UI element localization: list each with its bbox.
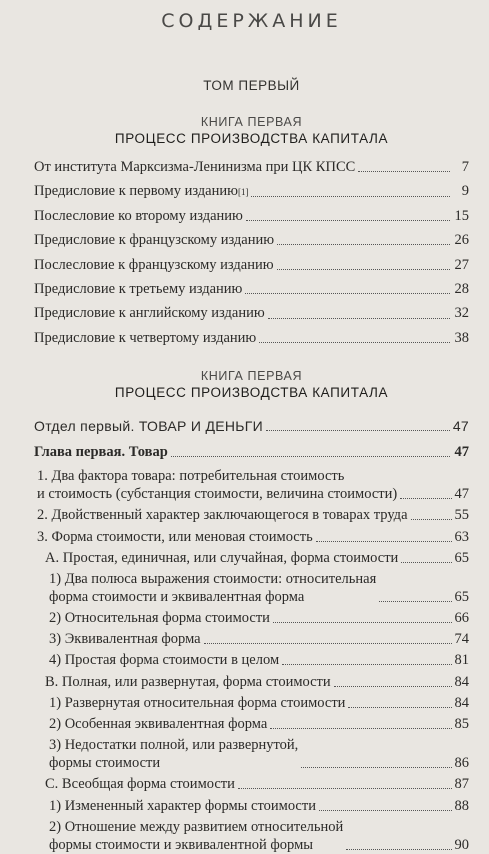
book-label: КНИГА ПЕРВАЯ: [200, 369, 303, 384]
toc-entry[interactable]: [34, 818, 469, 854]
entry-text: [37, 528, 313, 546]
dot-leader: [358, 170, 450, 172]
entry-text: [49, 715, 267, 733]
entry-page: 81: [454, 652, 469, 669]
entry-text: Глава первая. Товар: [34, 444, 168, 461]
entry-page: 7: [461, 159, 469, 175]
entry-line: 1) Измененный характер формы стоимости: [49, 797, 316, 814]
entry-page: 90: [454, 836, 469, 853]
dot-leader: [282, 664, 451, 665]
entry-text: [49, 797, 316, 815]
toc-entry[interactable]: [34, 715, 469, 733]
toc-entry[interactable]: [34, 673, 469, 691]
entry-page: 65: [454, 549, 469, 566]
entry-page: 15: [454, 207, 469, 224]
entry-page: 55: [454, 507, 469, 524]
entry-text: [37, 506, 408, 524]
entry-page: 84: [454, 694, 469, 711]
dot-leader: [277, 243, 450, 245]
entry-text: [49, 736, 298, 772]
entry-text: [45, 673, 331, 691]
entry-line: формы стоимости и эквивалентной формы: [49, 836, 313, 853]
entry-text: [49, 630, 201, 648]
chapter-entry[interactable]: [34, 442, 469, 462]
toc-entry[interactable]: [34, 775, 469, 793]
toc-entry[interactable]: [34, 253, 469, 277]
dot-leader: [334, 686, 452, 687]
entry-line: 1. Два фактора товара: потребительная стоимость: [37, 468, 345, 485]
chapters-list: [34, 416, 469, 854]
toc-entry[interactable]: [34, 570, 469, 606]
entry-text: Отдел первый. ТОВАР И ДЕНЬГИ: [34, 418, 264, 435]
book-title: ПРОЦЕСС ПРОИЗВОДСТВА КАПИТАЛА: [114, 131, 389, 146]
entry-line: 3) Недостатки полной, или развернутой,: [49, 737, 299, 754]
dot-leader: [246, 219, 450, 221]
entry-line: 1) Два полюса выражения стоимости: относительная: [49, 570, 377, 587]
entry-text: [45, 549, 398, 567]
entry-text: От института Марксизма-Ленинизма при ЦК КПСС: [34, 159, 356, 175]
toc-entry[interactable]: [34, 694, 469, 712]
entry-line: 1) Развернутая относительная форма стоимости: [49, 694, 346, 711]
toc-entry[interactable]: [34, 277, 469, 301]
entry-line: и стоимость (субстанция стоимости, величина стоимости): [37, 486, 398, 503]
entry-page: 9: [461, 183, 469, 200]
entry-text: Предисловие к третьему изданию: [34, 280, 243, 297]
toc-entry[interactable]: [34, 630, 469, 648]
entry-page: 84: [454, 673, 469, 690]
entry-text: Послесловие ко второму изданию: [34, 207, 243, 224]
dot-leader: [316, 541, 452, 542]
prefaces-list: [34, 155, 469, 350]
dot-leader: [259, 341, 450, 343]
toc-entry[interactable]: [34, 528, 469, 546]
entry-page: 88: [454, 797, 469, 814]
entry-line: 3. Форма стоимости, или меновая стоимость: [37, 528, 313, 545]
dot-leader: [171, 455, 450, 457]
entry-page: 86: [454, 755, 469, 772]
entry-text: [49, 694, 345, 712]
entry-page: 47: [454, 444, 469, 461]
entry-line: 2) Особенная эквивалентная форма: [49, 716, 268, 732]
entry-page: 87: [454, 776, 469, 793]
book-heading-1: [34, 114, 469, 148]
section-entry[interactable]: [34, 416, 469, 436]
toc-entry[interactable]: [34, 609, 469, 627]
entry-line: 2) Отношение между развитием относительной: [49, 818, 344, 835]
entry-line: 4) Простая форма стоимости в целом: [49, 652, 280, 669]
entry-text: Послесловие к французскому изданию: [34, 256, 274, 273]
toc-entry[interactable]: [34, 506, 469, 524]
entry-text: [49, 570, 376, 606]
entry-text: [49, 609, 270, 627]
dot-leader: [204, 643, 452, 644]
dot-leader: [379, 601, 451, 602]
entry-text: [49, 651, 279, 669]
dot-leader: [401, 562, 451, 563]
dot-leader: [301, 767, 451, 768]
entry-page: 47: [454, 486, 469, 503]
entry-text: Предисловие к английскому изданию: [34, 305, 265, 322]
entry-page: 66: [454, 610, 469, 627]
entry-line: формы стоимости: [49, 755, 161, 772]
toc-entry[interactable]: [34, 326, 469, 350]
toc-entry[interactable]: [34, 228, 469, 252]
dot-leader: [400, 498, 451, 499]
entry-text: Предисловие к четвертому изданию: [34, 329, 257, 346]
book-heading-2: [34, 368, 469, 402]
dot-leader: [319, 810, 452, 811]
toc-entry[interactable]: [34, 155, 469, 179]
entry-page: 65: [454, 588, 469, 605]
entry-text: [49, 818, 343, 854]
entry-line: 2) Относительная форма стоимости: [49, 610, 270, 627]
toc-entry[interactable]: [34, 549, 469, 567]
dot-leader: [268, 317, 450, 319]
toc-entry[interactable]: [34, 204, 469, 228]
entry-page: 47: [452, 418, 469, 435]
entry-text: [37, 467, 397, 503]
book-title: ПРОЦЕСС ПРОИЗВОДСТВА КАПИТАЛА: [114, 385, 389, 401]
dot-leader: [273, 622, 452, 623]
toc-entry[interactable]: [34, 301, 469, 325]
entry-page: 38: [454, 329, 469, 346]
toc-entry[interactable]: [34, 467, 469, 503]
entry-text: Предисловие к первому изданию: [34, 183, 238, 200]
page-title: СОДЕРЖАНИЕ: [161, 10, 342, 32]
dot-leader: [266, 429, 450, 431]
entry-page: 63: [454, 528, 469, 545]
entry-line: форма стоимости и эквивалентная форма: [49, 588, 305, 605]
dot-leader: [277, 268, 450, 270]
dot-leader: [411, 519, 452, 520]
dot-leader: [251, 195, 450, 197]
book-label: КНИГА ПЕРВАЯ: [200, 115, 303, 129]
entry-page: 85: [454, 716, 469, 732]
toc-entry[interactable]: Предисловие к первому изданию [1] 9: [34, 179, 469, 203]
dot-leader: [346, 849, 451, 850]
entry-page: 74: [454, 631, 469, 648]
entry-text: [45, 775, 235, 793]
toc-entry[interactable]: [34, 797, 469, 815]
entry-page: 28: [454, 280, 469, 297]
entry-page: 27: [454, 256, 469, 273]
entry-text: Предисловие к французскому изданию: [34, 232, 275, 249]
dot-leader: [348, 707, 451, 708]
dot-leader: [245, 292, 450, 294]
entry-page: 26: [454, 232, 469, 249]
entry-line: 2. Двойственный характер заключающегося в товарах труда: [37, 507, 408, 524]
entry-line: A. Простая, единичная, или случайная, форма стоимости: [45, 549, 399, 566]
toc-entry[interactable]: [34, 736, 469, 772]
entry-line: 3) Эквивалентная форма: [49, 631, 201, 648]
entry-line: B. Полная, или развернутая, форма стоимости: [45, 673, 331, 690]
dot-leader: [238, 788, 452, 789]
toc-entry[interactable]: [34, 651, 469, 669]
entry-page: 32: [454, 305, 469, 322]
dot-leader: [270, 728, 451, 729]
volume-heading: ТОМ ПЕРВЫЙ: [203, 78, 300, 93]
entry-line: C. Всеобщая форма стоимости: [45, 776, 235, 793]
